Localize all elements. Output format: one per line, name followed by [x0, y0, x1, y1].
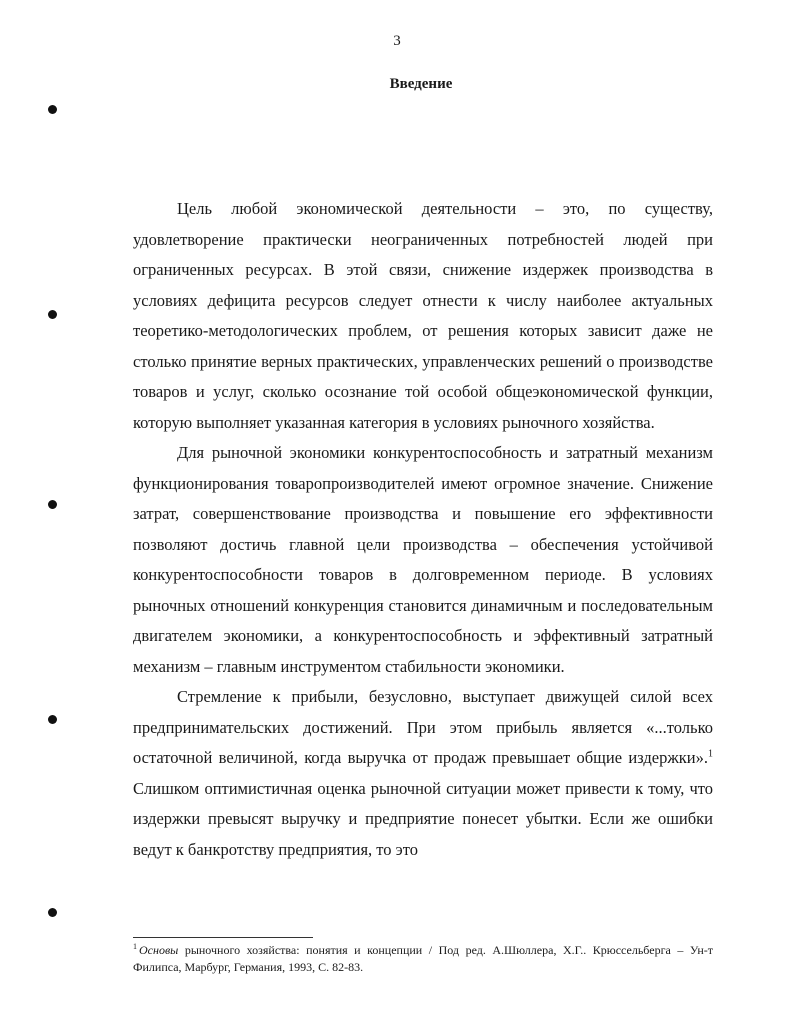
- punch-hole-mark: [48, 715, 57, 724]
- page-title: Введение: [389, 76, 453, 92]
- paragraph-3-text-end: Слишком оптимистичная оценка рыночной ситуации может привести к тому, что издержки превысят выручку и предприятие понесет убытки. Если же ошибки ведут к банкротству предприятия, то это: [133, 778, 713, 859]
- footnote-reference[interactable]: 1: [708, 748, 713, 760]
- page-number: 3: [393, 33, 401, 49]
- footnote: [133, 942, 713, 976]
- paragraph-2: Для рыночной экономики конкурентоспособность и затратный механизм функционирования товаропроизводителей имеют огромное значение. Снижение затрат, совершенствование производства и повышение его эффективности позволяют достичь главной цели производства – обеспечения устойчивой конкурентоспособности товаров в долговременном периоде. В условиях рыночных отношений конкуренция становится динамичным и последовательным двигателем экономики, а конкурентоспособность и эффективный затратный механизм – главным инструментом стабильности экономики.: [133, 443, 713, 676]
- punch-hole-mark: [48, 500, 57, 509]
- punch-hole-mark: [48, 105, 57, 114]
- footnote-number: 1: [133, 942, 137, 951]
- paragraph-1: Цель любой экономической деятельности – это, по существу, удовлетворение практически неограниченных потребностей людей при ограниченных ресурсах. В этой связи, снижение издержек производства в условиях дефицита ресурсов следует отнести к числу наиболее актуальных теоретико-методологических проблем, от решения которых зависит даже не столько принятие верных практических, управленческих решений о производстве товаров и услуг, сколько осознание той особой общеэкономической функции, которую выполняет указанная категория в условиях рыночного хозяйства.: [133, 199, 713, 432]
- paragraph-3: [133, 682, 713, 865]
- footnote-divider: [133, 937, 313, 938]
- footnote-italic-title: Основы: [139, 943, 179, 957]
- footnote-text: рыночного хозяйства: понятия и концепции / Под ред. А.Шюллера, Х.Г.. Крюссельберга – Ун-т Филипса, Марбург, Германия, 1993, С. 82-83.: [133, 943, 713, 974]
- punch-hole-mark: [48, 310, 57, 319]
- paragraph-3-text-start: Стремление к прибыли, безусловно, выступает движущей силой всех предпринимательских достижений. При этом прибыль является «...только остаточной величиной, когда выручка от продаж превышает общие издержки».: [133, 687, 713, 767]
- body-text: [133, 194, 713, 865]
- punch-hole-mark: [48, 908, 57, 917]
